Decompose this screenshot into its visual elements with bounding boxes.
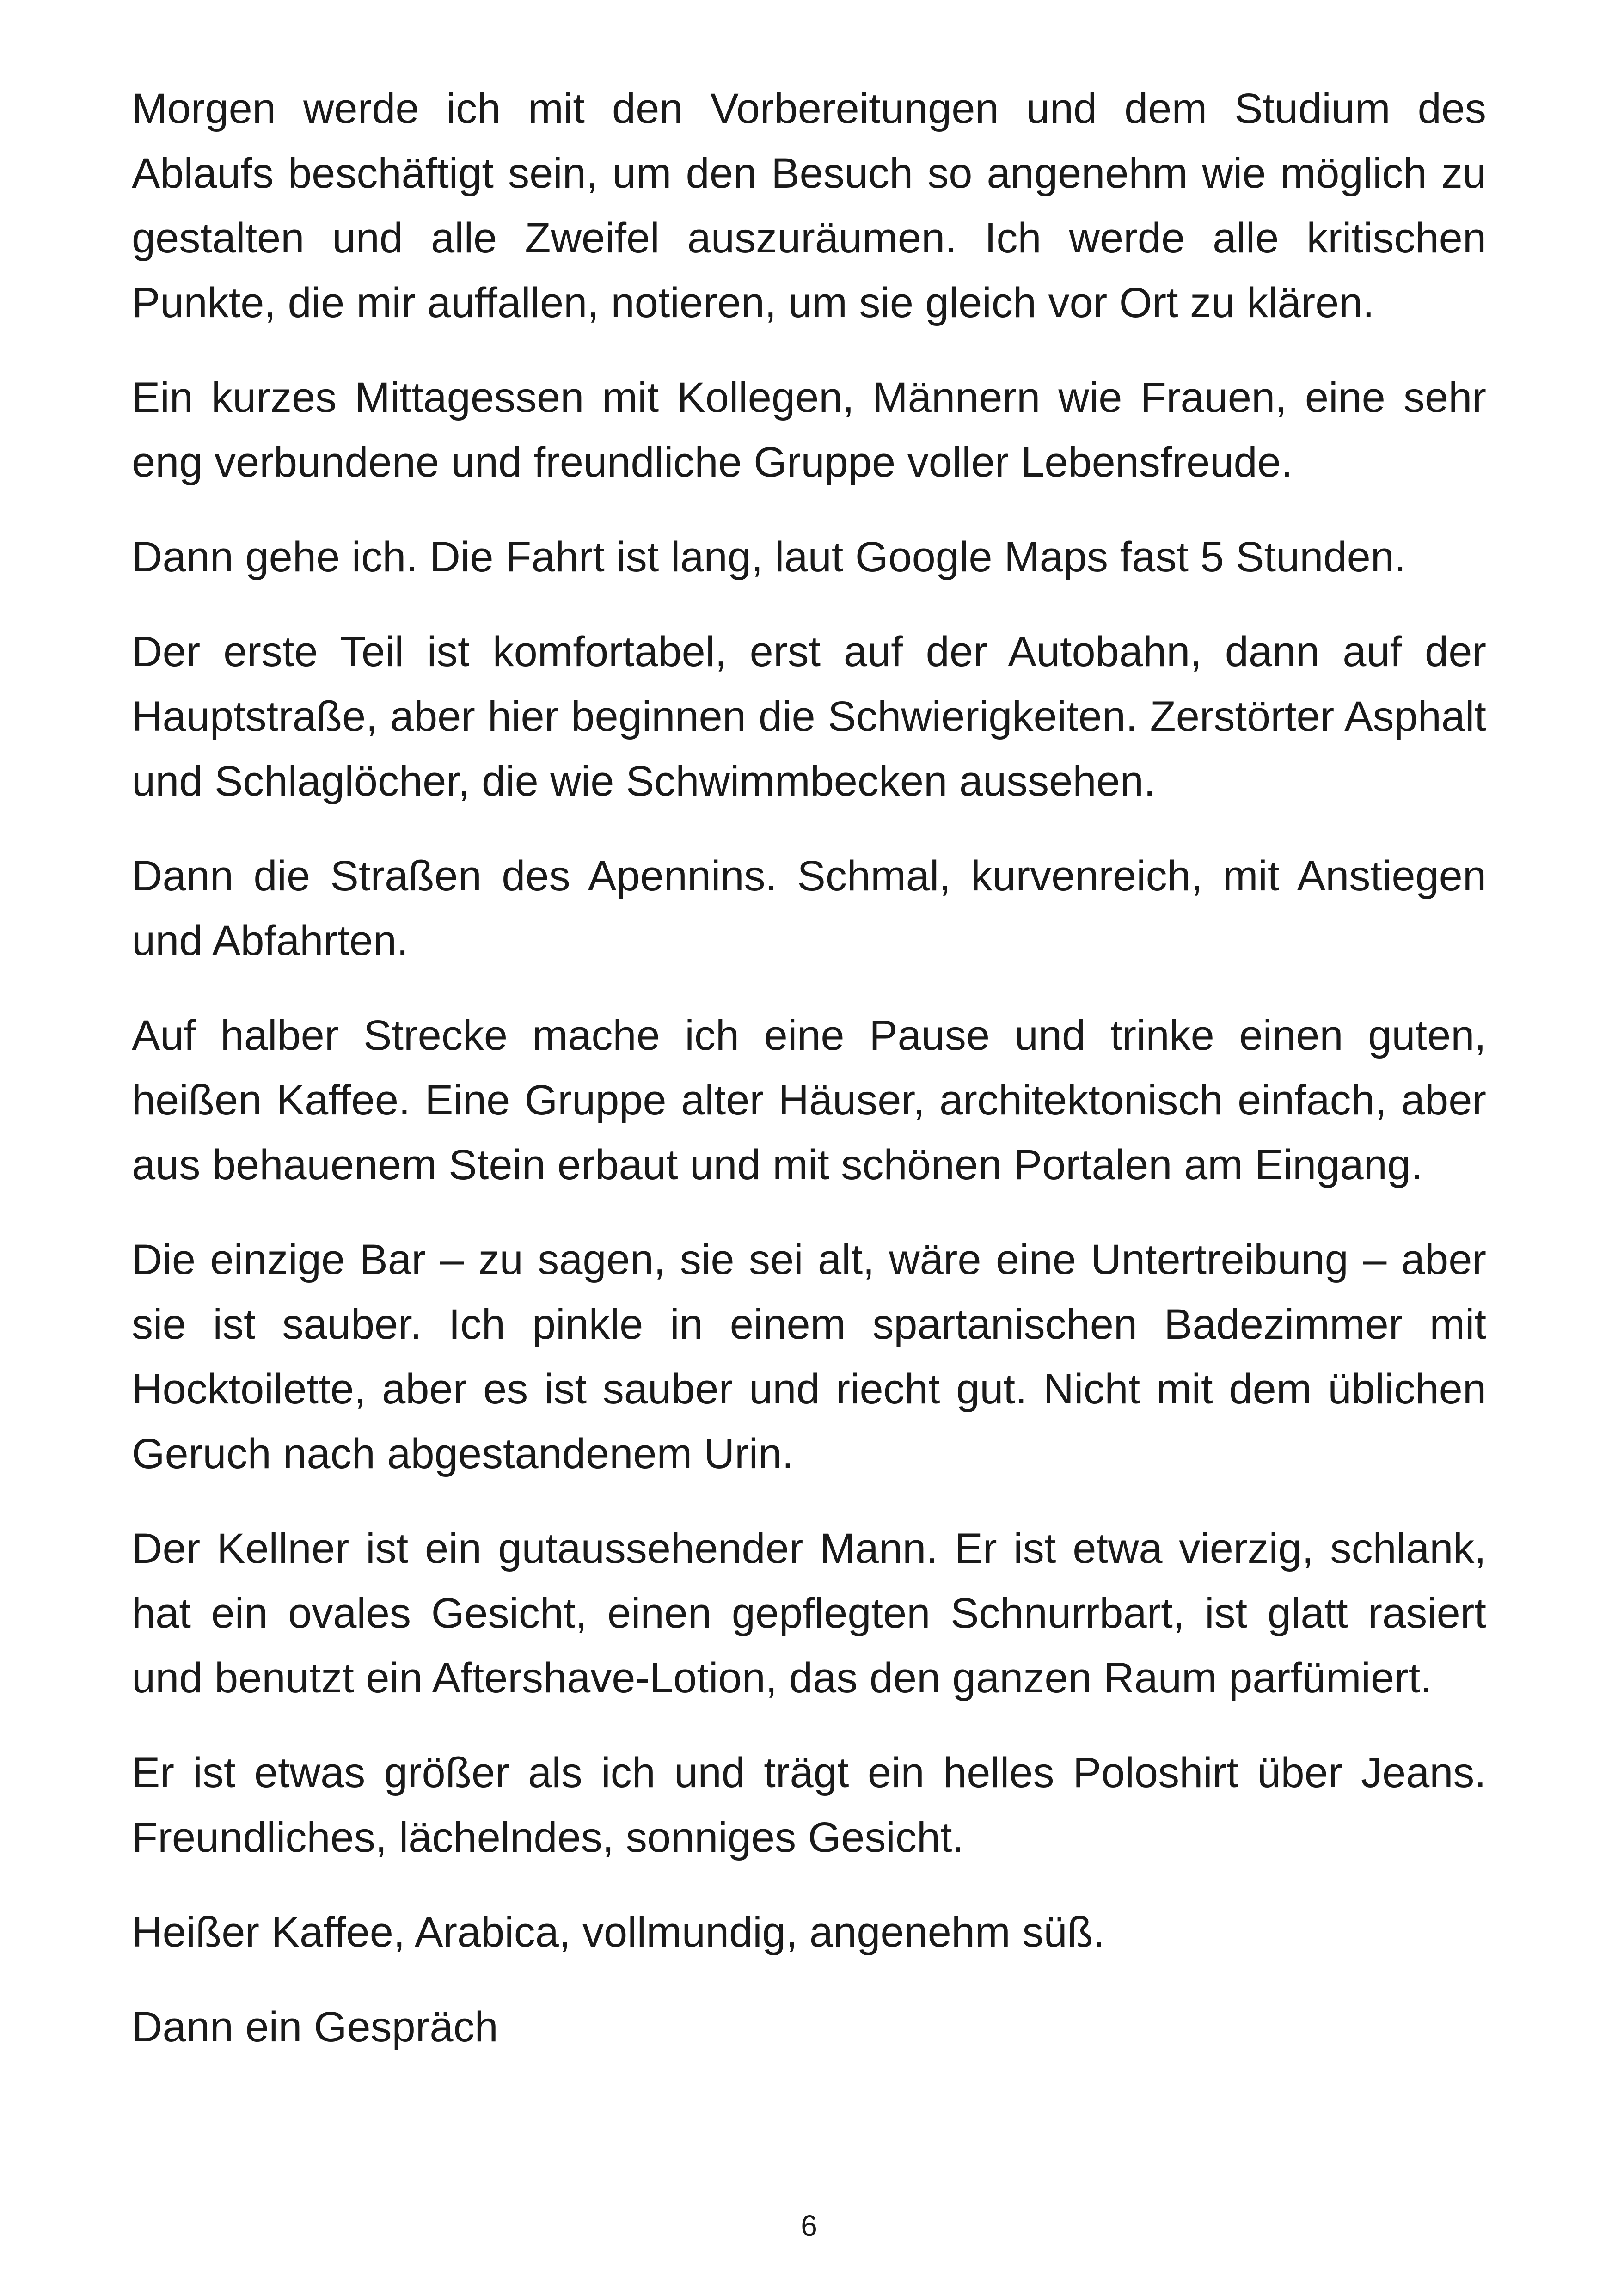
paragraph-8: Der Kellner ist ein gutaussehender Mann. Er ist etwa vierzig, schlank, hat ein ovales Gesicht, einen gepflegten Schnurrbart, ist glatt rasiert und benutzt ein Aftershave-Lotion, das den ganzen Raum parfümiert. [132, 1525, 1486, 1702]
paragraph-11: Dann ein Gespräch [132, 2003, 498, 2051]
page-body [132, 76, 1486, 2059]
paragraph-10: Heißer Kaffee, Arabica, vollmundig, angenehm süß. [132, 1909, 1105, 1956]
page-number: 6 [801, 2209, 817, 2242]
paragraph-4: Der erste Teil ist komfortabel, erst auf der Autobahn, dann auf der Hauptstraße, aber hier beginnen die Schwierigkeiten. Zerstörter Asphalt und Schlaglöcher, die wie Schwimmbecken aussehen. [132, 628, 1486, 805]
paragraph-2: Ein kurzes Mittagessen mit Kollegen, Männern wie Frauen, eine sehr eng verbundene und freundliche Gruppe voller Lebensfreude. [132, 374, 1486, 486]
paragraph-7: Die einzige Bar – zu sagen, sie sei alt, wäre eine Untertreibung – aber sie ist sauber. Ich pinkle in einem spartanischen Badezimmer mit Hocktoilette, aber es ist sauber und riecht gut. Nicht mit dem üblichen Geruch nach abgestandenem Urin. [132, 1236, 1486, 1477]
paragraph-6: Auf halber Strecke mache ich eine Pause und trinke einen guten, heißen Kaffee. Eine Gruppe alter Häuser, architektonisch einfach, aber aus behauenem Stein erbaut und mit schönen Portalen am Eingang. [132, 1012, 1486, 1188]
paragraph-3: Dann gehe ich. Die Fahrt ist lang, laut Google Maps fast 5 Stunden. [132, 533, 1406, 581]
paragraph-5: Dann die Straßen des Apennins. Schmal, kurvenreich, mit Anstiegen und Abfahrten. [132, 852, 1486, 964]
paragraph-9: Er ist etwas größer als ich und trägt ein helles Poloshirt über Jeans. Freundliches, lächelndes, sonniges Gesicht. [132, 1749, 1486, 1861]
paragraph-1: Morgen werde ich mit den Vorbereitungen und dem Studium des Ablaufs beschäftigt sein, um den Besuch so angenehm wie möglich zu gestalten und alle Zweifel auszuräumen. Ich werde alle kritischen Punkte, die mir auffallen, notieren, um sie gleich vor Ort zu klären. [132, 85, 1486, 326]
